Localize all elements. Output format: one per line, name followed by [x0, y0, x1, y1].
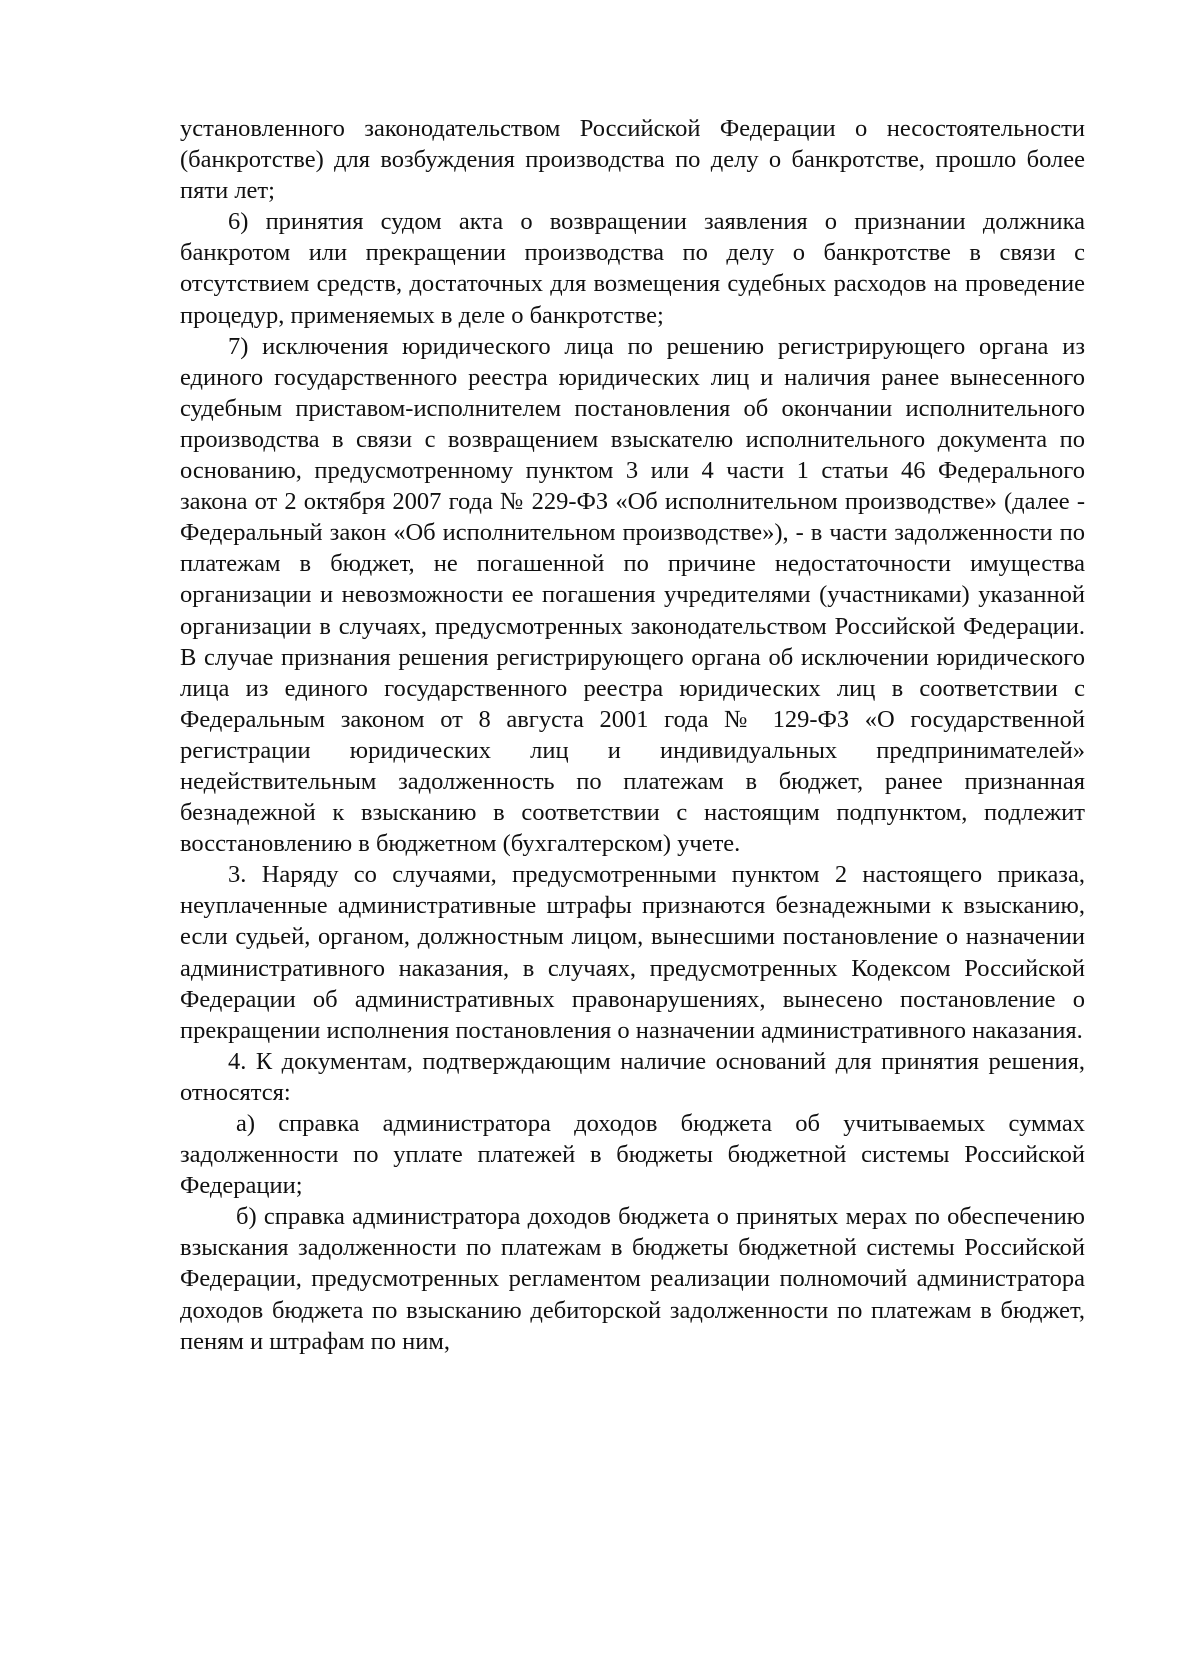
paragraph-item-6: 6) принятия судом акта о возвращении заявления о признании должника банкротом или прекращении производства по делу о банкротстве в связи с отсутствием средств, достаточных для возмещения судебных расходов на проведение процедур, применяемых в деле о банкротстве;	[180, 208, 1085, 329]
paragraph-item-7: 7) исключения юридического лица по решению регистрирующего органа из единого государственного реестра юридических лиц и наличия ранее вынесенного судебным приставом-исполнителем постановления об окончании исполнительного производства в связи с возвращением взыскателю исполнительного документа по основанию, предусмотренному пунктом 3 или 4 части 1 статьи 46 Федерального закона от 2 октября 2007 года № 229-ФЗ «Об исполнительном производстве» (далее - Федеральный закон «Об исполнительном производстве»), - в части задолженности по платежам в бюджет, не погашенной по причине недостаточности имущества организации и невозможности ее погашения учредителями (участниками) указанной организации в случаях, предусмотренных законодательством Российской Федерации. В случае признания решения регистрирующего органа об исключении юридического лица из единого государственного реестра юридических лиц в соответствии с Федеральным законом от 8 августа 2001 года № 129-ФЗ «О государственной регистрации юридических лиц и индивидуальных предпринимателей» недействительным задолженность по платежам в бюджет, ранее признанная безнадежной к взысканию в соответствии с настоящим подпунктом, подлежит восстановлению в бюджетном (бухгалтерском) учете.	[180, 332, 1085, 858]
paragraph-subitem-b: б) справка администратора доходов бюджета о принятых мерах по обеспечению взыскания задолженности по платежам в бюджеты бюджетной системы Российской Федерации, предусмотренных регламентом реализации полномочий администратора доходов бюджета по взысканию дебиторской задолженности по платежам в бюджет, пеням и штрафам по ним,	[180, 1203, 1085, 1355]
paragraph-subitem-a: а) справка администратора доходов бюджета об учитываемых суммах задолженности по уплате платежей в бюджеты бюджетной системы Российской Федерации;	[180, 1110, 1085, 1200]
paragraph-continuation: установленного законодательством Российской Федерации о несостоятельности (банкротстве) для возбуждения производства по делу о банкротстве, прошло более пяти лет;	[180, 115, 1085, 205]
paragraph-clause-4: 4. К документам, подтверждающим наличие оснований для принятия решения, относятся:	[180, 1047, 1085, 1106]
paragraph-clause-3: 3. Наряду со случаями, предусмотренными пунктом 2 настоящего приказа, неуплаченные административные штрафы признаются безнадежными к взысканию, если судьей, органом, должностным лицом, вынесшими постановление о назначении административного наказания, в случаях, предусмотренных Кодексом Российской Федерации об административных правонарушениях, вынесено постановление о прекращении исполнения постановления о назначении административного наказания.	[180, 861, 1085, 1044]
document-body	[180, 113, 1085, 1357]
